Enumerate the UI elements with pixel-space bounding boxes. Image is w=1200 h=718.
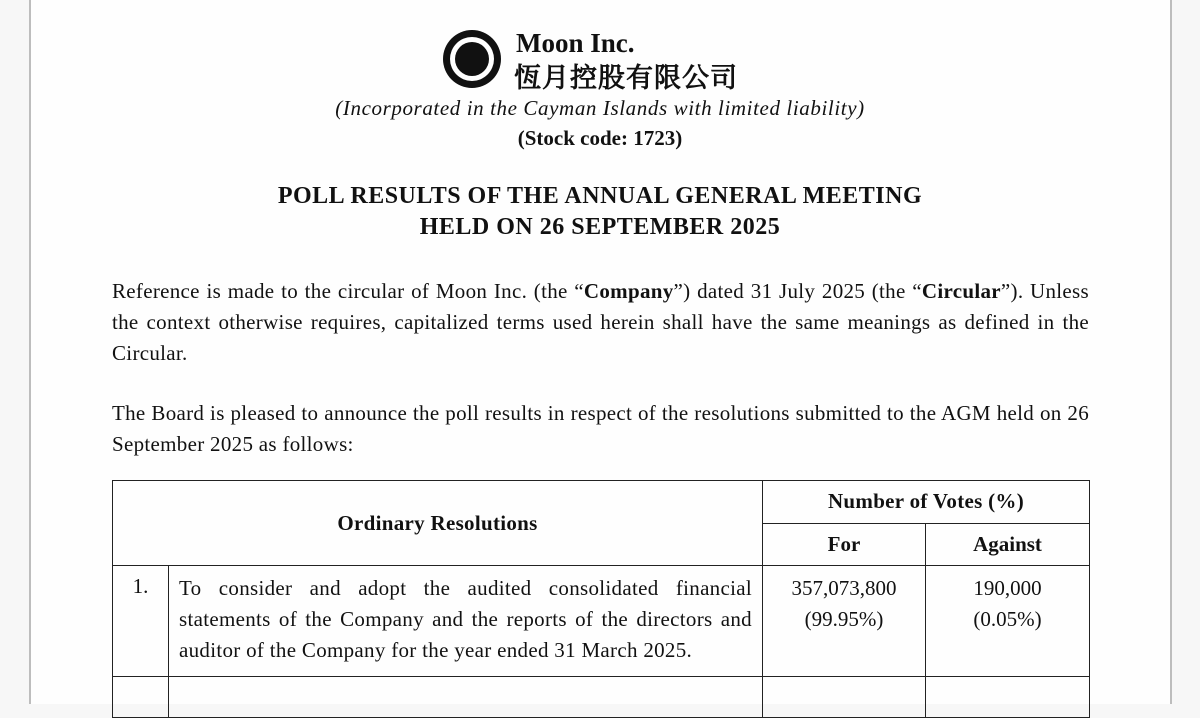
reference-text-b: ”) dated 31 July 2025 (the “ [673,279,922,303]
concentric-circle-logo-icon [441,28,503,90]
for-votes-percent: (99.95%) [804,607,884,631]
reference-text-c: ”). Unless the context otherwise requires, capitalized terms used herein shall have the same meanings as defined in the Circular. [112,279,1089,365]
poll-results-table [112,480,1090,718]
reference-text-a: Reference is made to the circular of Moon Inc. (the “ [112,279,584,303]
company-name-en: Moon Inc. [516,28,635,58]
company-name-zh: 恆月控股有限公司 [514,63,738,94]
next-row-number-cell [113,677,169,718]
against-votes-count: 190,000 [973,576,1042,600]
for-votes-cell [763,566,926,677]
header-against: Against [926,523,1090,566]
resolution-number: 1. [113,566,169,677]
header-ordinary-resolutions: Ordinary Resolutions [113,481,763,566]
table-row-next-partial [113,677,1090,718]
next-row-text-cell [169,677,763,718]
against-votes-percent: (0.05%) [973,607,1042,631]
announcement-title-line-1: POLL RESULTS OF THE ANNUAL GENERAL MEETING [277,183,923,209]
table-row [113,566,1090,677]
next-row-for-cell [763,677,926,718]
company-defined-term: Company [583,279,674,303]
announcement-paragraph: The Board is pleased to announce the poll results in respect of the resolutions submitted to the AGM held on 26 September 2025 as follows: [112,401,1089,456]
against-votes-cell [926,566,1090,677]
incorporation-note: (Incorporated in the Cayman Islands with limited liability) [335,96,865,120]
circular-defined-term: Circular [921,279,1001,303]
reference-paragraph [112,276,1089,369]
header-for: For [763,523,926,566]
stock-code: (Stock code: 1723) [517,126,683,150]
header-number-of-votes: Number of Votes (%) [763,481,1090,524]
for-votes-count: 357,073,800 [791,576,897,600]
resolution-text: To consider and adopt the audited consolidated financial statements of the Company and the reports of the directors and auditor of the Company for the year ended 31 March 2025. [169,566,763,677]
next-row-against-cell [926,677,1090,718]
announcement-title-line-2: HELD ON 26 SEPTEMBER 2025 [419,214,781,240]
